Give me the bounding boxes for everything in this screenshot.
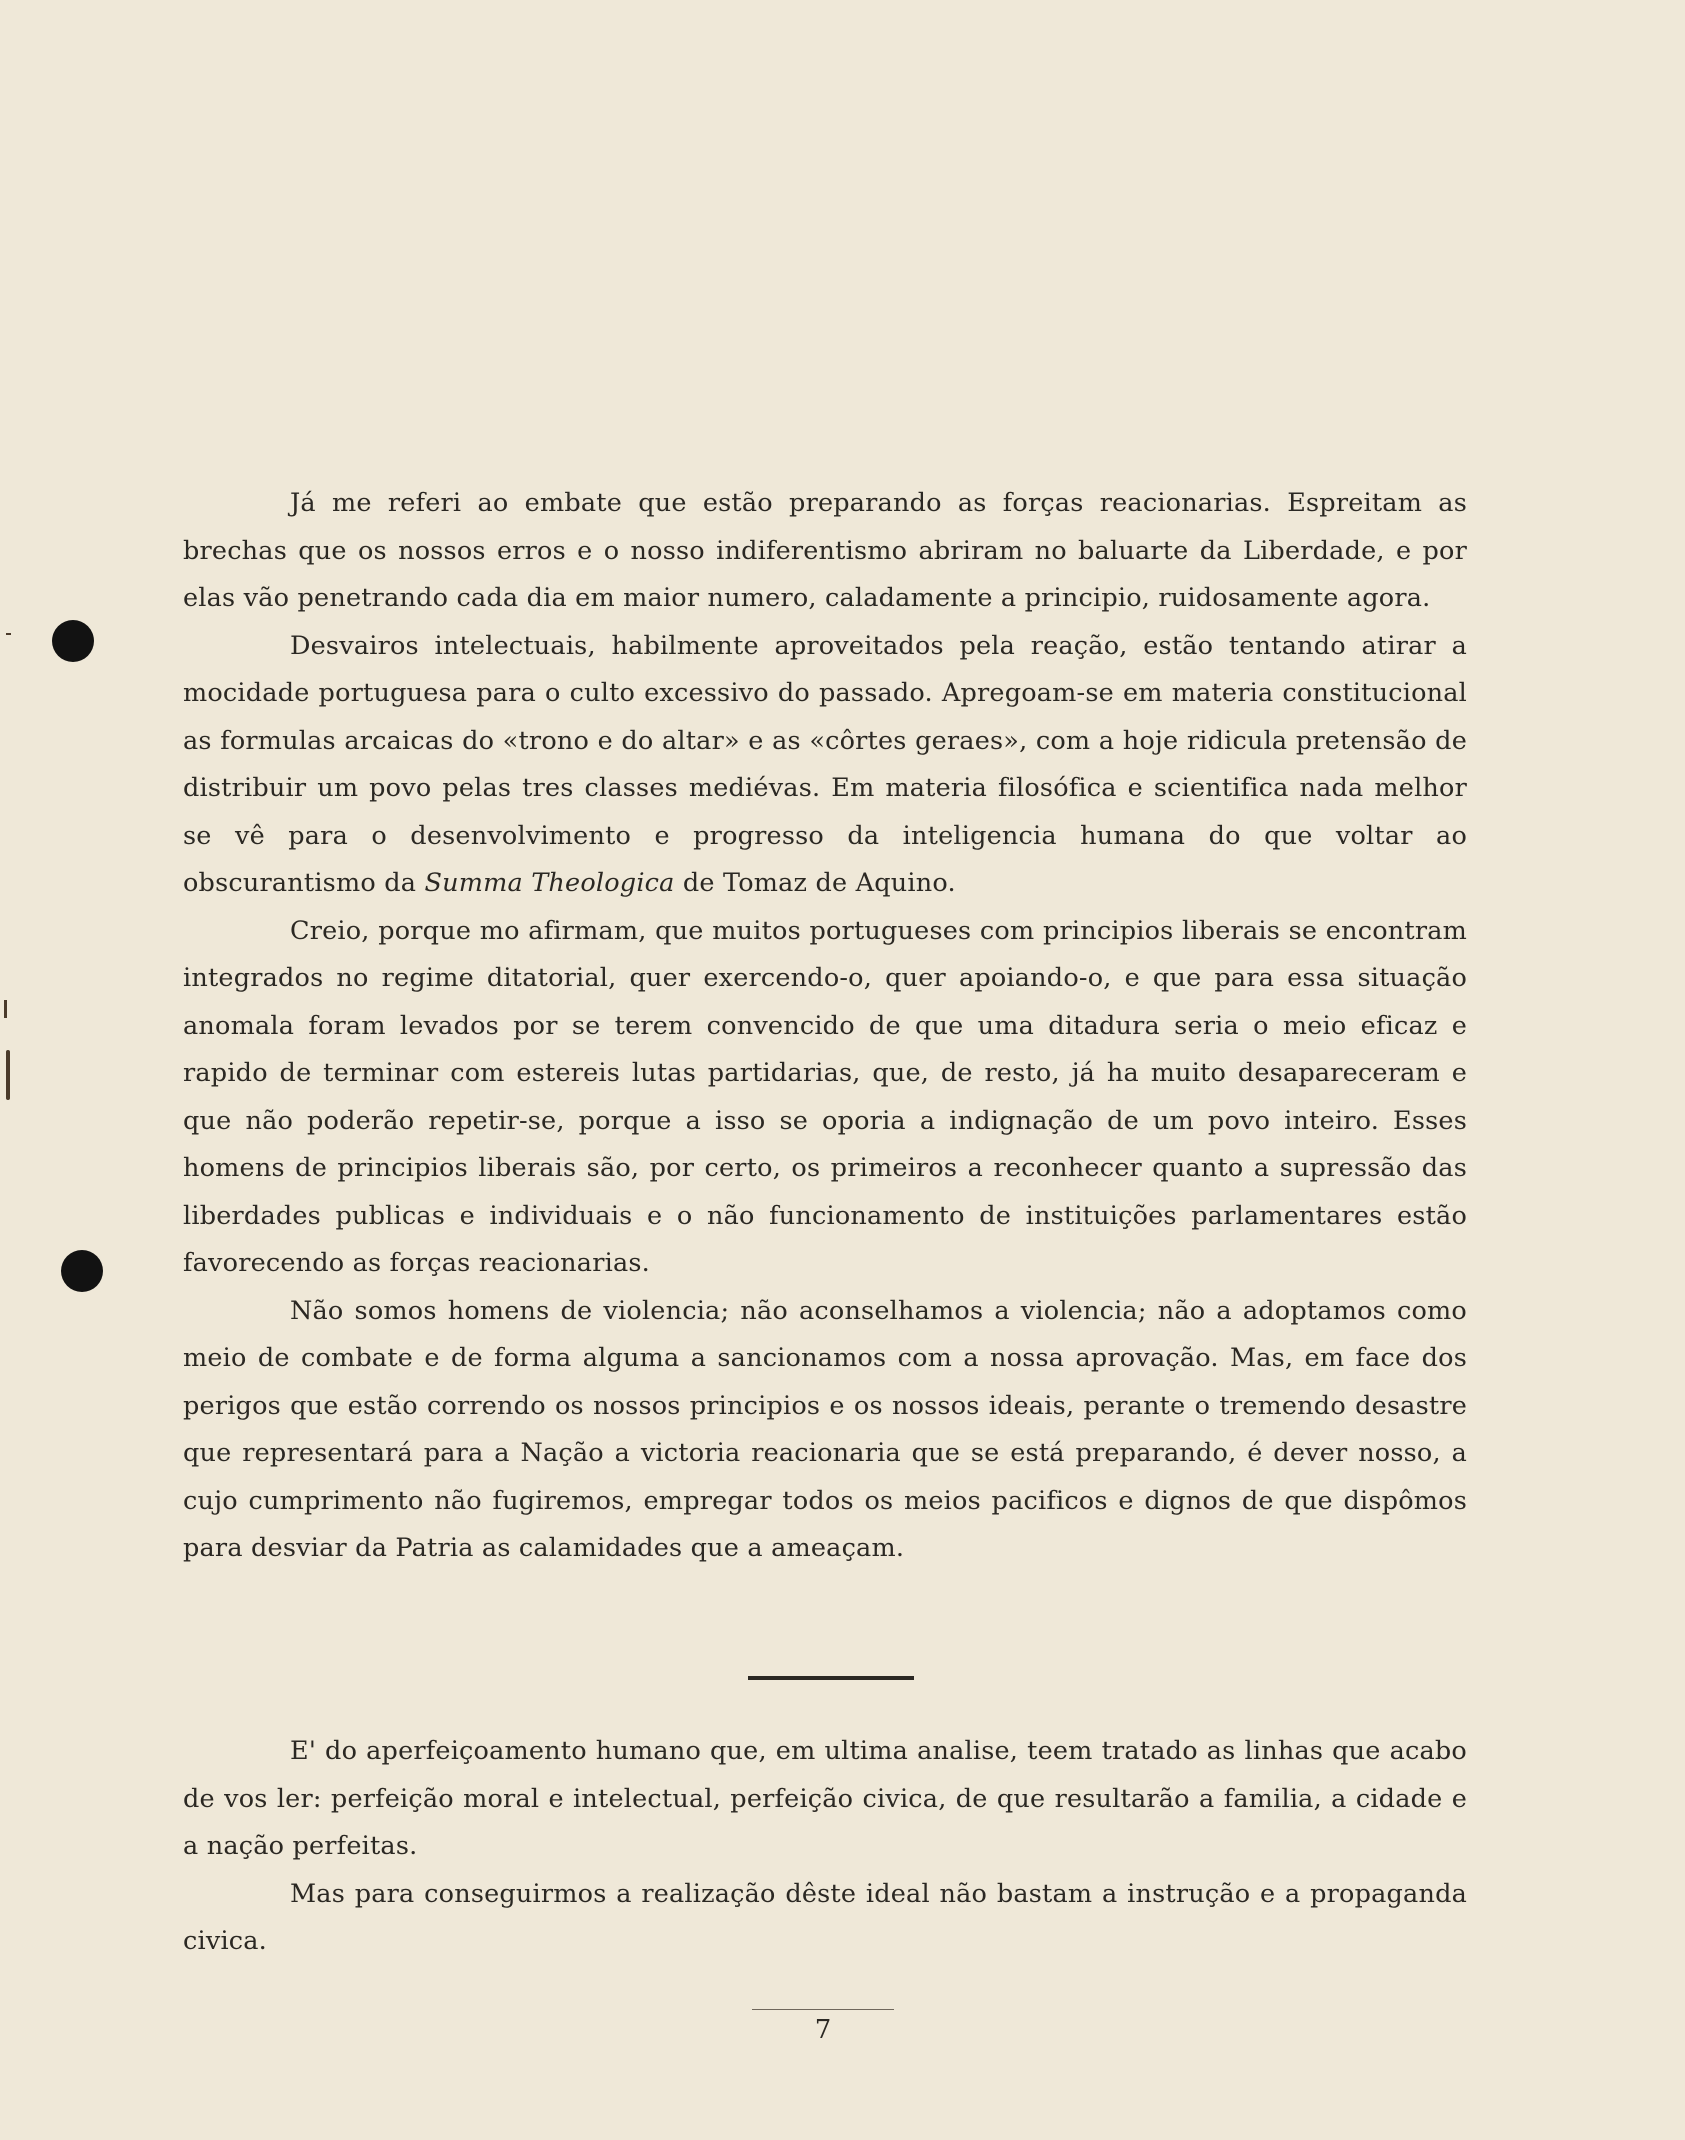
margin-mark bbox=[4, 1000, 7, 1018]
paragraph: Não somos homens de violencia; não aconselhamos a violencia; não a adoptamos como meio de combate e de forma alguma a sancionamos com a nossa aprovação. Mas, em face dos perigos que estão correndo os nossos principios e os nossos ideais, perante o tremendo desastre que representará para a Nação a victoria reacionaria que se está preparando, é dever nosso, a cujo cumprimento não fugiremos, empregar todos os meios pacificos e dignos de que dispômos para desviar da Patria as calamidades que a ameaçam. bbox=[183, 1295, 1467, 1563]
paragraph bbox=[183, 623, 1467, 908]
paragraph: Creio, porque mo afirmam, que muitos portugueses com principios liberais se encontram integrados no regime ditatorial, quer exercendo-o, quer apoiando-o, e que para essa situação anomala foram levados por se terem convencido de que uma ditadura seria o meio eficaz e rapido de terminar com estereis lutas partidarias, que, de resto, já ha muito desapareceram e que não poderão repetir-se, porque a isso se oporia a indignação de um povo inteiro. Esses homens de principios liberais são, por certo, os primeiros a reconhecer quanto a supressão das liberdades publicas e individuais e o não funcionamento de instituições parlamentares estão favorecendo as forças reacionarias. bbox=[183, 915, 1467, 1278]
paragraph: Já me referi ao embate que estão preparando as forças reacionarias. Espreitam as brechas que os nossos erros e o nosso indiferentismo abriram no baluarte da Liberdade, e por elas vão penetrando cada dia em maior numero, caladamente a principio, ruidosamente agora. bbox=[183, 488, 1467, 613]
paragraph-text: Desvairos intelectuais, habilmente aproveitados pela reação, estão tentando atirar a mocidade portuguesa para o culto excessivo do passado. Apregoam-se em materia constitucional as formulas arcaicas do «trono e do altar» e as «côrtes geraes», com a hoje ridicula pretensão de distribuir um povo pelas tres classes mediévas. Em materia filosófica e scientifica nada melhor se vê para o desenvolvimento e progresso da inteligencia humana do que voltar ao obscurantismo da bbox=[183, 630, 1467, 898]
body-text-top bbox=[183, 480, 1467, 1573]
margin-mark bbox=[6, 633, 11, 635]
book-title: Summa Theologica bbox=[424, 868, 675, 898]
punch-hole bbox=[52, 620, 94, 662]
section-divider bbox=[748, 1676, 914, 1680]
margin-mark bbox=[6, 1050, 10, 1100]
paragraph: Mas para conseguirmos a realização dêste ideal não bastam a instrução e a propaganda civica. bbox=[183, 1878, 1467, 1956]
paragraph: E' do aperfeiçoamento humano que, em ultima analise, teem tratado as linhas que acabo de vos ler: perfeição moral e intelectual, perfeição civica, de que resultarão a familia, a cidade e a nação perfeitas. bbox=[183, 1736, 1467, 1861]
paragraph-text: de Tomaz de Aquino. bbox=[674, 868, 956, 898]
page-number: 7 bbox=[814, 2015, 832, 2045]
punch-hole bbox=[61, 1250, 103, 1292]
body-text-bottom bbox=[183, 1728, 1467, 1966]
